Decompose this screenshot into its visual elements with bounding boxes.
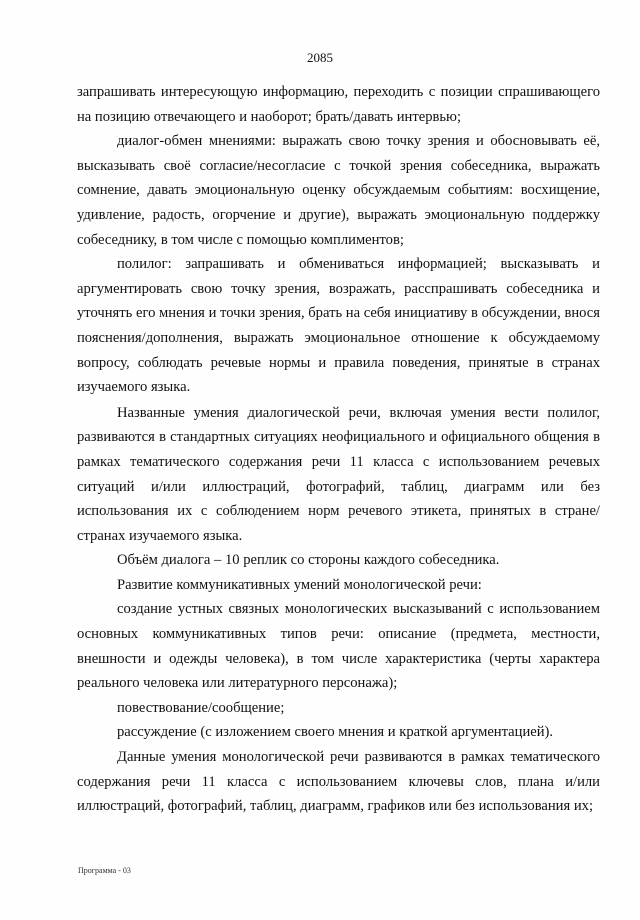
footer-label: Программа - 03 [78,866,131,875]
paragraph: полилог: запрашивать и обмениваться информацией; высказывать и аргументировать свою точку зрения, возражать, расспрашивать собеседника и уточнять его мнения и точки зрения, брать на себя инициативу в обсуждении, внося пояснения/дополнения, выражать эмоциональное отношение к обсуждаемому вопросу, соблюдать речевые нормы и правила поведения, принятые в странах изучаемого языка. [77,256,600,396]
paragraph: запрашивать интересующую информацию, переходить с позиции спрашивающего на позицию отвечающего и наоборот; брать/давать интервью; [77,84,600,125]
body-text [77,80,600,819]
paragraph: повествование/сообщение; [117,699,285,716]
paragraph: диалог-обмен мнениями: выражать свою точку зрения и обосновывать её, высказывать своё согласие/несогласие с точкой зрения собеседника, выражать сомнение, давать эмоциональную оценку обсуждаемым событиям: восхищение, удивление, радость, огорчение и другие), выражать эмоциональную поддержку собеседнику, в том числе с помощью комплиментов; [77,133,600,248]
paragraph: Названные умения диалогической речи, включая умения вести полилог, развиваются в стандартных ситуациях неофициального и официального общения в рамках тематического содержания речи 11 класса с использованием речевых ситуаций и/или иллюстраций, фотографий, таблиц, диаграмм или без использования их с соблюдением норм речевого этикета, принятых в стране/странах изучаемого языка. [77,404,600,544]
paragraph: Объём диалога – 10 реплик со стороны каждого собеседника. [117,552,500,569]
page-number: 2085 [307,50,333,65]
paragraph: рассуждение (с изложением своего мнения и краткой аргументацией). [117,724,554,741]
paragraph: Данные умения монологической речи развиваются в рамках тематического содержания речи 11 класса с использованием ключевы слов, плана и/или иллюстраций, фотографий, таблиц, диаграмм, графиков или без использования их; [77,749,600,815]
paragraph: создание устных связных монологических высказываний с использованием основных коммуникативных типов речи: описание (предмета, местности, внешности и одежды человека), в том числе характеристика (черты характера реального человека или литературного персонажа); [77,601,600,692]
paragraph: Развитие коммуникативных умений монологической речи: [117,576,482,593]
